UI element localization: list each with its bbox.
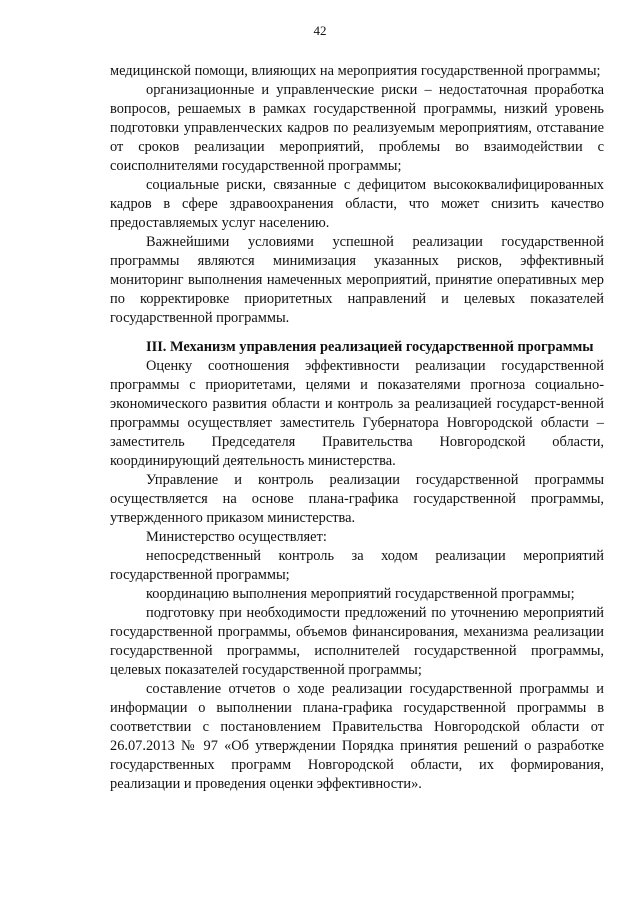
paragraph: социальные риски, связанные с дефицитом высококвалифицированных кадров в сфере здравоохранения области, что может снизить качество предоставляемых услуг населению. bbox=[110, 177, 604, 231]
paragraph: подготовку при необходимости предложений по уточнению мероприятий государственной программы, объемов финансирования, механизма реализации государственной программы, исполнителей государственной программы, целевых показателей государственной программы; bbox=[110, 605, 604, 678]
paragraph: Оценку соотношения эффективности реализации государственной программы с приоритетами, целями и показателями прогноза социально-экономического развития области и контроль за реализацией государст-венной программы осуществляет заместитель Губернатора Новгородской области – заместитель Председателя Правительства Новгородской области, координирующий деятельность министерства. bbox=[110, 358, 604, 469]
paragraph: составление отчетов о ходе реализации государственной программы и информации о выполнении плана-графика государственной программы в соответствии с постановлением Правительства Новгородской области от 26.07.2013 № 97 «Об утверждении Порядка принятия решений о разработке государственных программ Новгородской области, их формирования, реализации и проведения оценки эффективности». bbox=[110, 681, 604, 792]
page-number: 42 bbox=[313, 23, 327, 38]
paragraph: организационные и управленческие риски – недостаточная проработка вопросов, решаемых в рамках государственной программы, низкий уровень подготовки управленческих кадров по реализуемым мероприятиям, отставание от сроков реализации мероприятий, проблемы во взаимодействии с соисполнителями государственной программы; bbox=[110, 82, 604, 174]
paragraph: Важнейшими условиями успешной реализации государственной программы являются минимизация указанных рисков, эффективный мониторинг выполнения намеченных мероприятий, принятие оперативных мер по корректировке приоритетных направлений и целевых показателей государственной программы. bbox=[110, 234, 604, 326]
paragraph: Управление и контроль реализации государственной программы осуществляется на основе плана-графика государственной программы, утвержденного приказом министерства. bbox=[110, 472, 604, 526]
document-body bbox=[110, 62, 604, 794]
paragraph: координацию выполнения мероприятий государственной программы; bbox=[146, 586, 575, 602]
section-heading: III. Механизм управления реализацией государственной программы bbox=[146, 339, 594, 355]
paragraph: Министерство осуществляет: bbox=[146, 529, 327, 545]
paragraph: непосредственный контроль за ходом реализации мероприятий государственной программы; bbox=[110, 548, 604, 583]
paragraph: медицинской помощи, влияющих на мероприятия государственной программы; bbox=[110, 63, 601, 79]
